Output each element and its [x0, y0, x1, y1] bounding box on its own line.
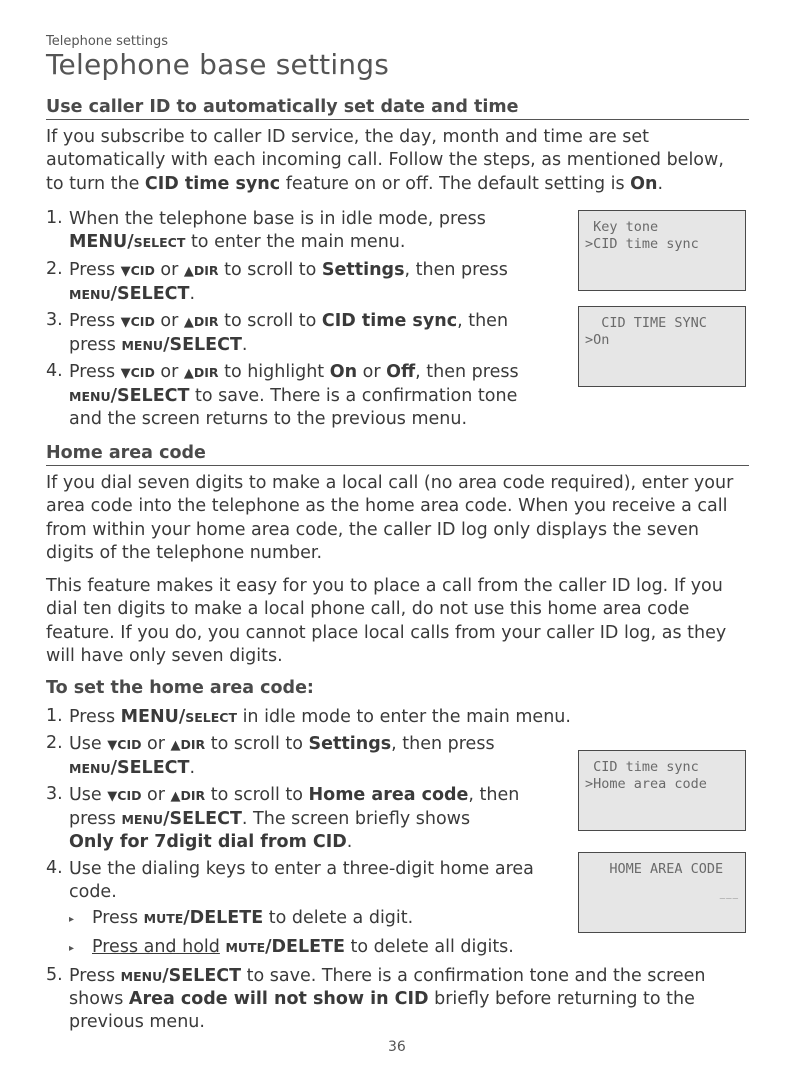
lcd-screen-key-tone: Key tone >CID time sync: [578, 210, 746, 291]
step-number: 2.: [46, 259, 63, 279]
up-arrow-icon: ▲: [183, 264, 194, 279]
page-title: Telephone base settings: [46, 48, 390, 81]
step-4: Press ▼CID or ▲DIR to highlight On or Off, then press MENU/SELECT to save. There is a confirmation tone and the screen returns to the previous menu.: [69, 362, 519, 429]
home-step-1: Press MENU/SELECT in idle mode to enter the main menu.: [69, 707, 571, 727]
up-arrow-icon: ▲: [183, 366, 194, 381]
step-number: 5.: [46, 965, 63, 985]
step-number: 4.: [46, 361, 63, 381]
lcd-screen-home-area-code: HOME AREA CODE ___: [578, 852, 746, 933]
intro-line: to turn the CID time sync feature on or off. The default setting is On.: [46, 173, 664, 194]
up-arrow-icon: ▲: [183, 315, 194, 330]
step-2: Press ▼CID or ▲DIR to scroll to Settings, then press MENU/SELECT.: [69, 260, 508, 304]
down-arrow-icon: ▼: [107, 738, 118, 753]
down-arrow-icon: ▼: [120, 315, 131, 330]
section-heading-caller-id-time: Use caller ID to automatically set date and time: [46, 97, 749, 120]
up-arrow-icon: ▲: [170, 789, 181, 804]
step-number: 1.: [46, 706, 63, 726]
step-number: 1.: [46, 208, 63, 228]
section2-paragraph-1: If you dial seven digits to make a local call (no area code required), enter your area code into the telephone as the home area code. When you receive a call from within your home area code, the caller ID log only displays the seven digits of the telephone number.: [46, 473, 734, 563]
bullet-delete-digit: Press MUTE/DELETE to delete a digit.: [92, 908, 414, 928]
subheading-set-home-area-code: To set the home area code:: [46, 678, 314, 698]
step-number: 2.: [46, 733, 63, 753]
lcd-screen-cid-time-sync: CID TIME SYNC >On: [578, 306, 746, 387]
page-number: 36: [388, 1039, 406, 1055]
section1-intro: [46, 126, 751, 196]
lcd-screen-cid-time-sync-menu: CID time sync >Home area code: [578, 750, 746, 831]
step-1: When the telephone base is in idle mode, press MENU/SELECT to enter the main menu.: [69, 209, 486, 252]
section2-paragraph-2: This feature makes it easy for you to place a call from the caller ID log. If you dial ten digits to make a local phone call, do not use this home area code feature. If you do, you cannot place local calls from your caller ID log, as they will have only seven digits.: [46, 576, 727, 666]
down-arrow-icon: ▼: [120, 366, 131, 381]
bullet-icon: ▸: [69, 943, 75, 954]
bullet-icon: ▸: [69, 914, 75, 925]
step-number: 3.: [46, 784, 63, 804]
step-3: Press ▼CID or ▲DIR to scroll to CID time sync, then press MENU/SELECT.: [69, 311, 509, 355]
step-number: 4.: [46, 858, 63, 878]
down-arrow-icon: ▼: [120, 264, 131, 279]
intro-line: If you subscribe to caller ID service, the day, month and time are set: [46, 127, 650, 147]
step-number: 3.: [46, 310, 63, 330]
down-arrow-icon: ▼: [107, 789, 118, 804]
home-step-4: Use the dialing keys to enter a three-digit home area code.: [69, 859, 534, 902]
bullet-delete-all-digits: Press and hold MUTE/DELETE to delete all digits.: [92, 937, 514, 957]
breadcrumb: Telephone settings: [46, 34, 168, 49]
home-step-2: Use ▼CID or ▲DIR to scroll to Settings, then press MENU/SELECT.: [69, 734, 495, 778]
up-arrow-icon: ▲: [170, 738, 181, 753]
home-step-5: Press MENU/SELECT to save. There is a confirmation tone and the screen shows Area code will not show in CID briefly before returning to the previous menu.: [69, 966, 706, 1032]
lcd-entry-placeholder: ___: [719, 890, 739, 900]
home-step-3: Use ▼CID or ▲DIR to scroll to Home area code, then press MENU/SELECT. The screen briefly shows Only for 7digit dial from CID.: [69, 785, 520, 852]
intro-line: automatically with each incoming call. Follow the steps, as mentioned below,: [46, 150, 724, 171]
section-heading-home-area-code: Home area code: [46, 443, 749, 466]
